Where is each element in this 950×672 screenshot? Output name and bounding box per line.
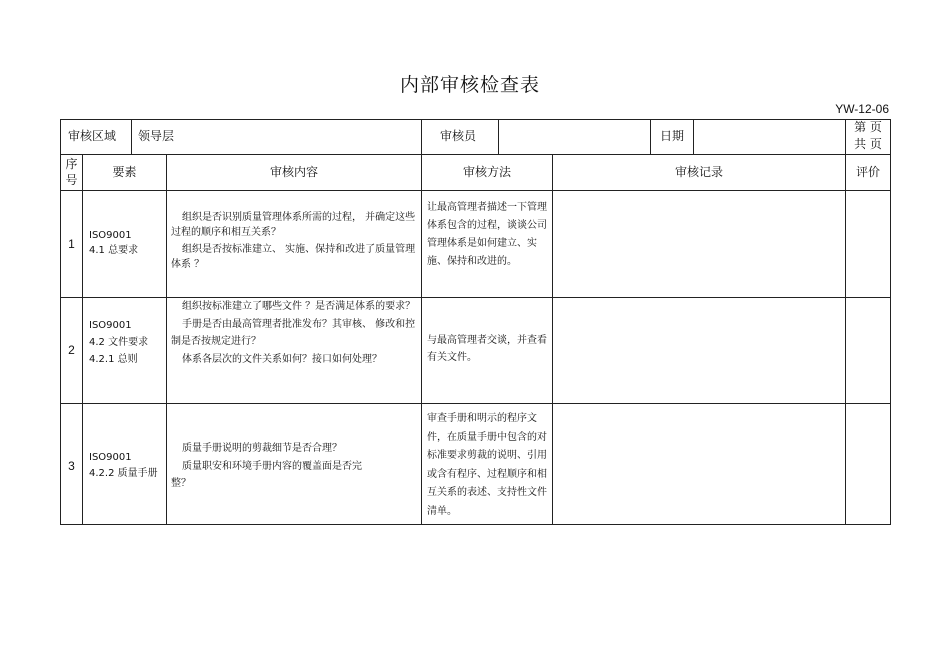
row-2-evaluation-field[interactable] (849, 301, 887, 400)
document-number: YW-12-06 (835, 102, 889, 116)
row-3-no: 3 (68, 459, 75, 473)
col-header-method: 审核方法 (462, 165, 511, 179)
row-1-record-field[interactable] (556, 194, 841, 294)
row-2-content-item: 手册是否由最高管理者批准发布？其审核、 修改和控制是否按规定进行？ (171, 319, 416, 347)
row-2-content (171, 298, 417, 368)
row-2-content-item: 组织按标准建立了哪些文件 ？是否满足体系的要求？ (182, 301, 416, 312)
area-value: 领导层 (138, 129, 175, 143)
row-3-content (171, 440, 381, 492)
auditor-label: 审核员 (440, 129, 477, 143)
row-1-method: 让最高管理者描述一下管理体系包含的过程，谈谈公司管理体系是如何建立、实施、保持和改进的。 (427, 202, 547, 267)
row-2-method: 与最高管理者交谈，并查看有关文件。 (427, 335, 547, 363)
row-1-content (171, 210, 417, 272)
row-1-element-standard: ISO9001 (89, 230, 132, 241)
row-3-content-item: 质量手册说明的剪裁细节是否合理？ (182, 443, 342, 454)
date-field[interactable] (697, 124, 841, 150)
row-3-content-item: 质量职安和环境手册内容的覆盖面是否完整？ (171, 461, 362, 489)
page-title: 内部审核检查表 (399, 74, 540, 96)
col-header-element: 要素 (112, 165, 137, 179)
row-2-record-field[interactable] (556, 301, 841, 400)
row-3-evaluation-field[interactable] (849, 407, 887, 521)
row-1-content-item: 组织是否识别质量管理体系所需的过程， 并确定这些过程的顺序和相互关系？ (171, 212, 416, 238)
row-2-element-clause: 4.2 文件要求 (89, 337, 149, 348)
row-2-element (89, 317, 165, 368)
row-2-element-subclause: 4.2.1 总则 (89, 354, 138, 365)
area-label: 审核区域 (68, 129, 117, 143)
row-2-content-item: 体系各层次的文件关系如何？接口如何处理？ (182, 354, 382, 365)
page-total-label: 共 页 (854, 137, 882, 151)
row-3-method: 审查手册和明示的程序文件，在质量手册中包含的对标准要求剪裁的说明、引用或含有程序、过程顺序和相互关系的表述、支持性文件清单。 (427, 413, 547, 517)
row-3-record-field[interactable] (556, 407, 841, 521)
row-3-element (89, 450, 165, 482)
col-header-no: 序号 (65, 157, 78, 187)
row-1-element (89, 228, 165, 258)
row-2-element-standard: ISO9001 (89, 320, 132, 331)
row-3-element-clause: 4.2.2 质量手册 (89, 468, 158, 479)
row-3-element-standard: ISO9001 (89, 452, 132, 463)
row-1-evaluation-field[interactable] (849, 194, 887, 294)
row-2-no: 2 (68, 343, 75, 357)
row-1-no: 1 (68, 237, 75, 251)
row-1-content-item: 组织是否按标准建立、 实施、保持和改进了质量管理体系 ？ (171, 244, 416, 270)
col-header-evaluation: 评价 (855, 165, 880, 179)
page-number-label: 第 页 (854, 120, 882, 134)
auditor-field[interactable] (503, 124, 646, 150)
col-header-record: 审核记录 (674, 165, 723, 179)
date-label: 日期 (660, 129, 685, 143)
row-1-element-clause: 4.1 总要求 (89, 245, 139, 256)
col-header-content: 审核内容 (269, 165, 318, 179)
